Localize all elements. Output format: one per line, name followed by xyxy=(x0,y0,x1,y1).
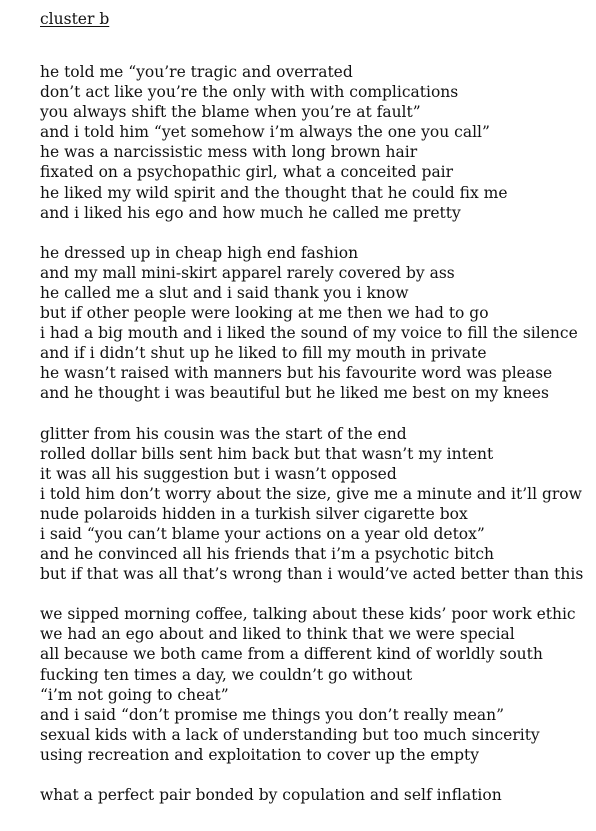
poem-line: and he thought i was beautiful but he liked me best on my knees xyxy=(40,384,549,403)
poem-line: and if i didn’t shut up he liked to fill my mouth in private xyxy=(40,344,487,363)
poem-line: and i liked his ego and how much he called me pretty xyxy=(40,203,461,222)
poem-line: he liked my wild spirit and the thought that he could fix me xyxy=(40,183,508,202)
poem-line: but if that was all that’s wrong than i would’ve acted better than this xyxy=(40,565,584,584)
poem-line: and he convinced all his friends that i’m a psychotic bitch xyxy=(40,545,494,564)
poem-line: don’t act like you’re the only with with complications xyxy=(40,83,459,102)
poem-line: sexual kids with a lack of understanding but too much sincerity xyxy=(40,725,540,744)
poem-line: you always shift the blame when you’re at fault” xyxy=(40,103,421,122)
stanza-4 xyxy=(40,604,592,765)
poem-line: fucking ten times a day, we couldn’t go without xyxy=(40,665,413,684)
poem-line: “i’m not going to cheat” xyxy=(40,685,229,704)
poem-line: i said “you can’t blame your actions on a year old detox” xyxy=(40,524,485,543)
stanza-2 xyxy=(40,243,592,404)
stanza-1 xyxy=(40,62,592,223)
poem-line: glitter from his cousin was the start of the end xyxy=(40,424,407,443)
poem-line: i had a big mouth and i liked the sound of my voice to fill the silence xyxy=(40,324,578,343)
poem-line: and i said “don’t promise me things you don’t really mean” xyxy=(40,705,505,724)
poem-title: cluster b xyxy=(40,10,110,28)
poem-line: he called me a slut and i said thank you i know xyxy=(40,283,409,302)
poem-line: he was a narcissistic mess with long brown hair xyxy=(40,143,418,162)
poem-line: what a perfect pair bonded by copulation and self inflation xyxy=(40,786,502,804)
poem-line: we sipped morning coffee, talking about these kids’ poor work ethic xyxy=(40,605,576,624)
document-page xyxy=(40,9,592,825)
poem-line: but if other people were looking at me then we had to go xyxy=(40,304,489,323)
poem-line: nude polaroids hidden in a turkish silver cigarette box xyxy=(40,504,468,523)
poem-line: i told him don’t worry about the size, give me a minute and it’ll grow xyxy=(40,484,582,503)
poem-line: he told me “you’re tragic and overrated xyxy=(40,63,353,81)
stanza-5 xyxy=(40,785,592,805)
poem-line: he wasn’t raised with manners but his favourite word was please xyxy=(40,364,553,383)
poem-line: using recreation and exploitation to cover up the empty xyxy=(40,745,479,764)
poem-line: we had an ego about and liked to think that we were special xyxy=(40,625,515,644)
poem-line: he dressed up in cheap high end fashion xyxy=(40,243,359,262)
poem-line: fixated on a psychopathic girl, what a conceited pair xyxy=(40,163,454,182)
poem-line: all because we both came from a different kind of worldly south xyxy=(40,645,543,664)
poem-line: it was all his suggestion but i wasn’t opposed xyxy=(40,464,397,483)
poem-line: and i told him “yet somehow i’m always the one you call” xyxy=(40,123,490,142)
poem-line: and my mall mini-skirt apparel rarely covered by ass xyxy=(40,263,455,282)
poem-line: rolled dollar bills sent him back but that wasn’t my intent xyxy=(40,444,494,463)
stanza-3 xyxy=(40,424,592,585)
